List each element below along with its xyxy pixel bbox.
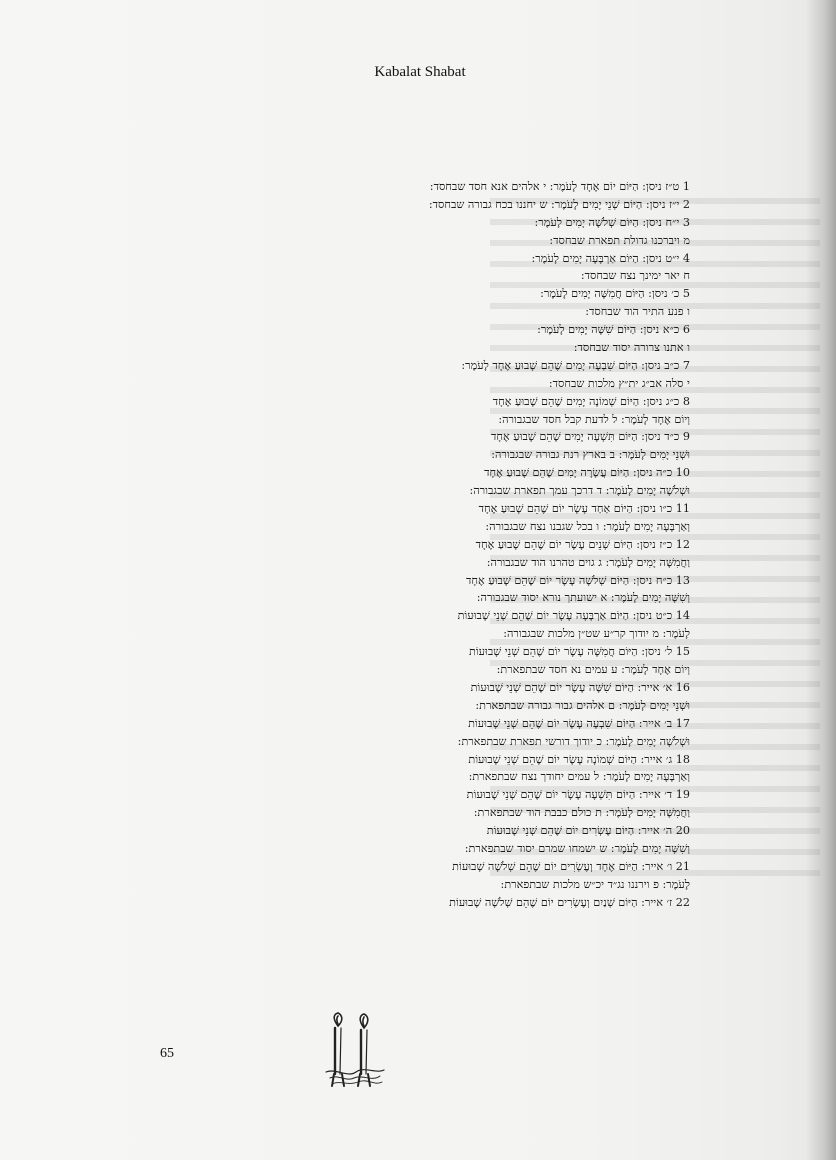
text-line: 19 ד׳ אייר: הַיּוֹם תִּשְׁעָה עָשָׂר יוֹם שֶׁהֵם שְׁנֵי שָׁבוּעוֹת (466, 788, 690, 802)
text-line: 13 כ״ח ניסן: הַיּוֹם שְׁלֹשָׁה עָשָׂר יוֹם שֶׁהֵם שָׁבוּעַ אֶחָד (466, 573, 690, 587)
text-line: וְשִׁשָּׁה יָמִים לָעֹמֶר: ש ישמחו שמרם יסוד שבתפארת: (464, 841, 690, 855)
text-line: וּשְׁלֹשָׁה יָמִים לָעֹמֶר: כ יודוך דורשי תפארת שבתפארת: (457, 734, 690, 748)
text-line: 9 כ״ד ניסן: הַיּוֹם תִּשְׁעָה יָמִים שֶׁהֵם שָׁבוּעַ אֶחָד (491, 430, 690, 444)
text-line: 2 י״ז ניסן: הַיּוֹם שְׁנֵי יָמִים לָעֹמֶר: ש יחננו בכח גבורה שבחסד: (428, 197, 690, 211)
text-line: 14 כ״ט ניסן: הַיּוֹם אַרְבָּעָה עָשָׂר יוֹם שֶׁהֵם שְׁנֵי שָׁבוּעוֹת (457, 609, 690, 623)
text-line: וַחֲמִשָּׁה יָמִים לָעֹמֶר: ת כולם כבבת הוד שבתפארת: (473, 806, 690, 820)
text-line: 5 כ׳ ניסן: הַיּוֹם חֲמִשָּׁה יָמִים לָעֹמֶר: (540, 287, 690, 301)
text-line: לָעֹמֶר: מ יודוך קר״ע שט״ן מלכות שבגבורה: (503, 627, 690, 641)
text-line: 7 כ״ב ניסן: הַיּוֹם שִׁבְעָה יָמִים שֶׁהֵם שָׁבוּעַ אֶחָד לָעֹמֶר: (461, 358, 690, 372)
text-line: ח יאר ימינך נצח שבחסד: (580, 269, 690, 283)
candles-ornament-icon (318, 1012, 388, 1092)
text-line: 10 כ״ה ניסן: הַיּוֹם עֲשָׂרָה יָמִים שֶׁהֵם שָׁבוּעַ אֶחָד (484, 466, 690, 480)
text-line: 22 ז׳ אייר: הַיּוֹם שְׁנַיִם וְעֶשְׂרִים יוֹם שֶׁהֵם שְׁלֹשָׁה שָׁבוּעוֹת (449, 895, 690, 909)
text-line: 3 י״ח ניסן: הַיּוֹם שְׁלֹשָׁה יָמִים לָעֹמֶר: (534, 215, 690, 229)
text-line: 16 א׳ אייר: הַיּוֹם שִׁשָּׁה עָשָׂר יוֹם שֶׁהֵם שְׁנֵי שָׁבוּעוֹת (470, 680, 690, 694)
text-line: 11 כ״ו ניסן: הַיּוֹם אַחַד עָשָׂר יוֹם שֶׁהֵם שָׁבוּעַ אֶחָד (478, 502, 690, 516)
text-line: י סלה אב״ג ית״ץ מלכות שבחסד: (548, 376, 690, 390)
text-line: לָעֹמֶר: פ וירננו נג״ד יכ״ש מלכות שבתפארת: (500, 877, 690, 891)
text-line: 15 ל׳ ניסן: הַיּוֹם חֲמִשָּׁה עָשָׂר יוֹם שֶׁהֵם שְׁנֵי שָׁבוּעוֹת (469, 645, 690, 659)
text-line: וְיוֹם אֶחָד לָעֹמֶר: ל לדעת קבל חסד שבגבורה: (498, 412, 690, 426)
omer-count-text (290, 178, 690, 912)
text-line: וּשְׁלֹשָׁה יָמִים לָעֹמֶר: ד דרכך עמך תפארת שבגבורה: (469, 484, 690, 498)
text-line: וַחֲמִשָּׁה יָמִים לָעֹמֶר: ג גוים טהרנו הוד שבגבורה: (486, 555, 690, 569)
page-number: 65 (160, 1046, 174, 1061)
text-line: 1 ט״ז ניסן: הַיּוֹם יוֹם אֶחָד לָעֹמֶר: י אלהים אנא חסד שבחסד: (429, 180, 690, 193)
text-line: 6 כ״א ניסן: הַיּוֹם שִׁשָּׁה יָמִים לָעֹמֶר: (537, 323, 690, 337)
text-line: וּשְׁנֵי יָמִים לָעֹמֶר: ם אלהים גבור גבורה שבתפארת: (475, 698, 690, 712)
text-line: ו פנע התיר הוד שבחסד: (585, 305, 690, 319)
text-line: וְאַרְבָּעָה יָמִים לָעֹמֶר: ו בכל שגבנו נצח שבגבורה: (485, 519, 690, 533)
text-line: מ ויברכנו גדולת תפארת שבחסד: (549, 233, 690, 247)
text-line: וְאַרְבָּעָה יָמִים לָעֹמֶר: ל עמים יחודך נצח שבתפארת: (468, 770, 690, 784)
text-line: 21 ו׳ אייר: הַיּוֹם אֶחָד וְעֶשְׂרִים יוֹם שֶׁהֵם שְׁלֹשָׁה שָׁבוּעוֹת (452, 859, 690, 873)
page-gutter-shadow (806, 0, 836, 1160)
text-line: 17 ב׳ אייר: הַיּוֹם שִׁבְעָה עָשָׂר יוֹם שֶׁהֵם שְׁנֵי שָׁבוּעוֹת (468, 716, 690, 730)
text-line: 20 ה׳ אייר: הַיּוֹם עֶשְׂרִים יוֹם שֶׁהֵם שְׁנֵי שָׁבוּעוֹת (486, 824, 690, 838)
text-line: ו אתנו צרורה יסוד שבחסד: (573, 341, 690, 355)
text-line: וְיוֹם אֶחָד לָעֹמֶר: ע עמים נא חסד שבתפארת: (496, 663, 690, 677)
text-line: וּשְׁנֵי יָמִים לָעֹמֶר: ב בארץ רנת גבורה שבגבורה: (491, 448, 690, 462)
text-line: 18 ג׳ אייר: הַיּוֹם שְׁמוֹנָה עָשָׂר יוֹם שֶׁהֵם שְׁנֵי שָׁבוּעוֹת (468, 752, 690, 766)
text-line: 8 כ״ג ניסן: הַיּוֹם שְׁמוֹנָה יָמִים שֶׁהֵם שָׁבוּעַ אֶחָד (492, 394, 690, 408)
text-line: 4 י״ט ניסן: הַיּוֹם אַרְבָּעָה יָמִים לָעֹמֶר: (531, 251, 690, 265)
text-line: 12 כ״ז ניסן: הַיּוֹם שְׁנֵים עָשָׂר יוֹם שֶׁהֵם שָׁבוּעַ אֶחָד (475, 537, 690, 551)
text-line: וְשִׁשָּׁה יָמִים לָעֹמֶר: א ישועתך נורא יסוד שבגבורה: (476, 591, 690, 605)
page-title: Kabalat Shabat (374, 64, 466, 80)
